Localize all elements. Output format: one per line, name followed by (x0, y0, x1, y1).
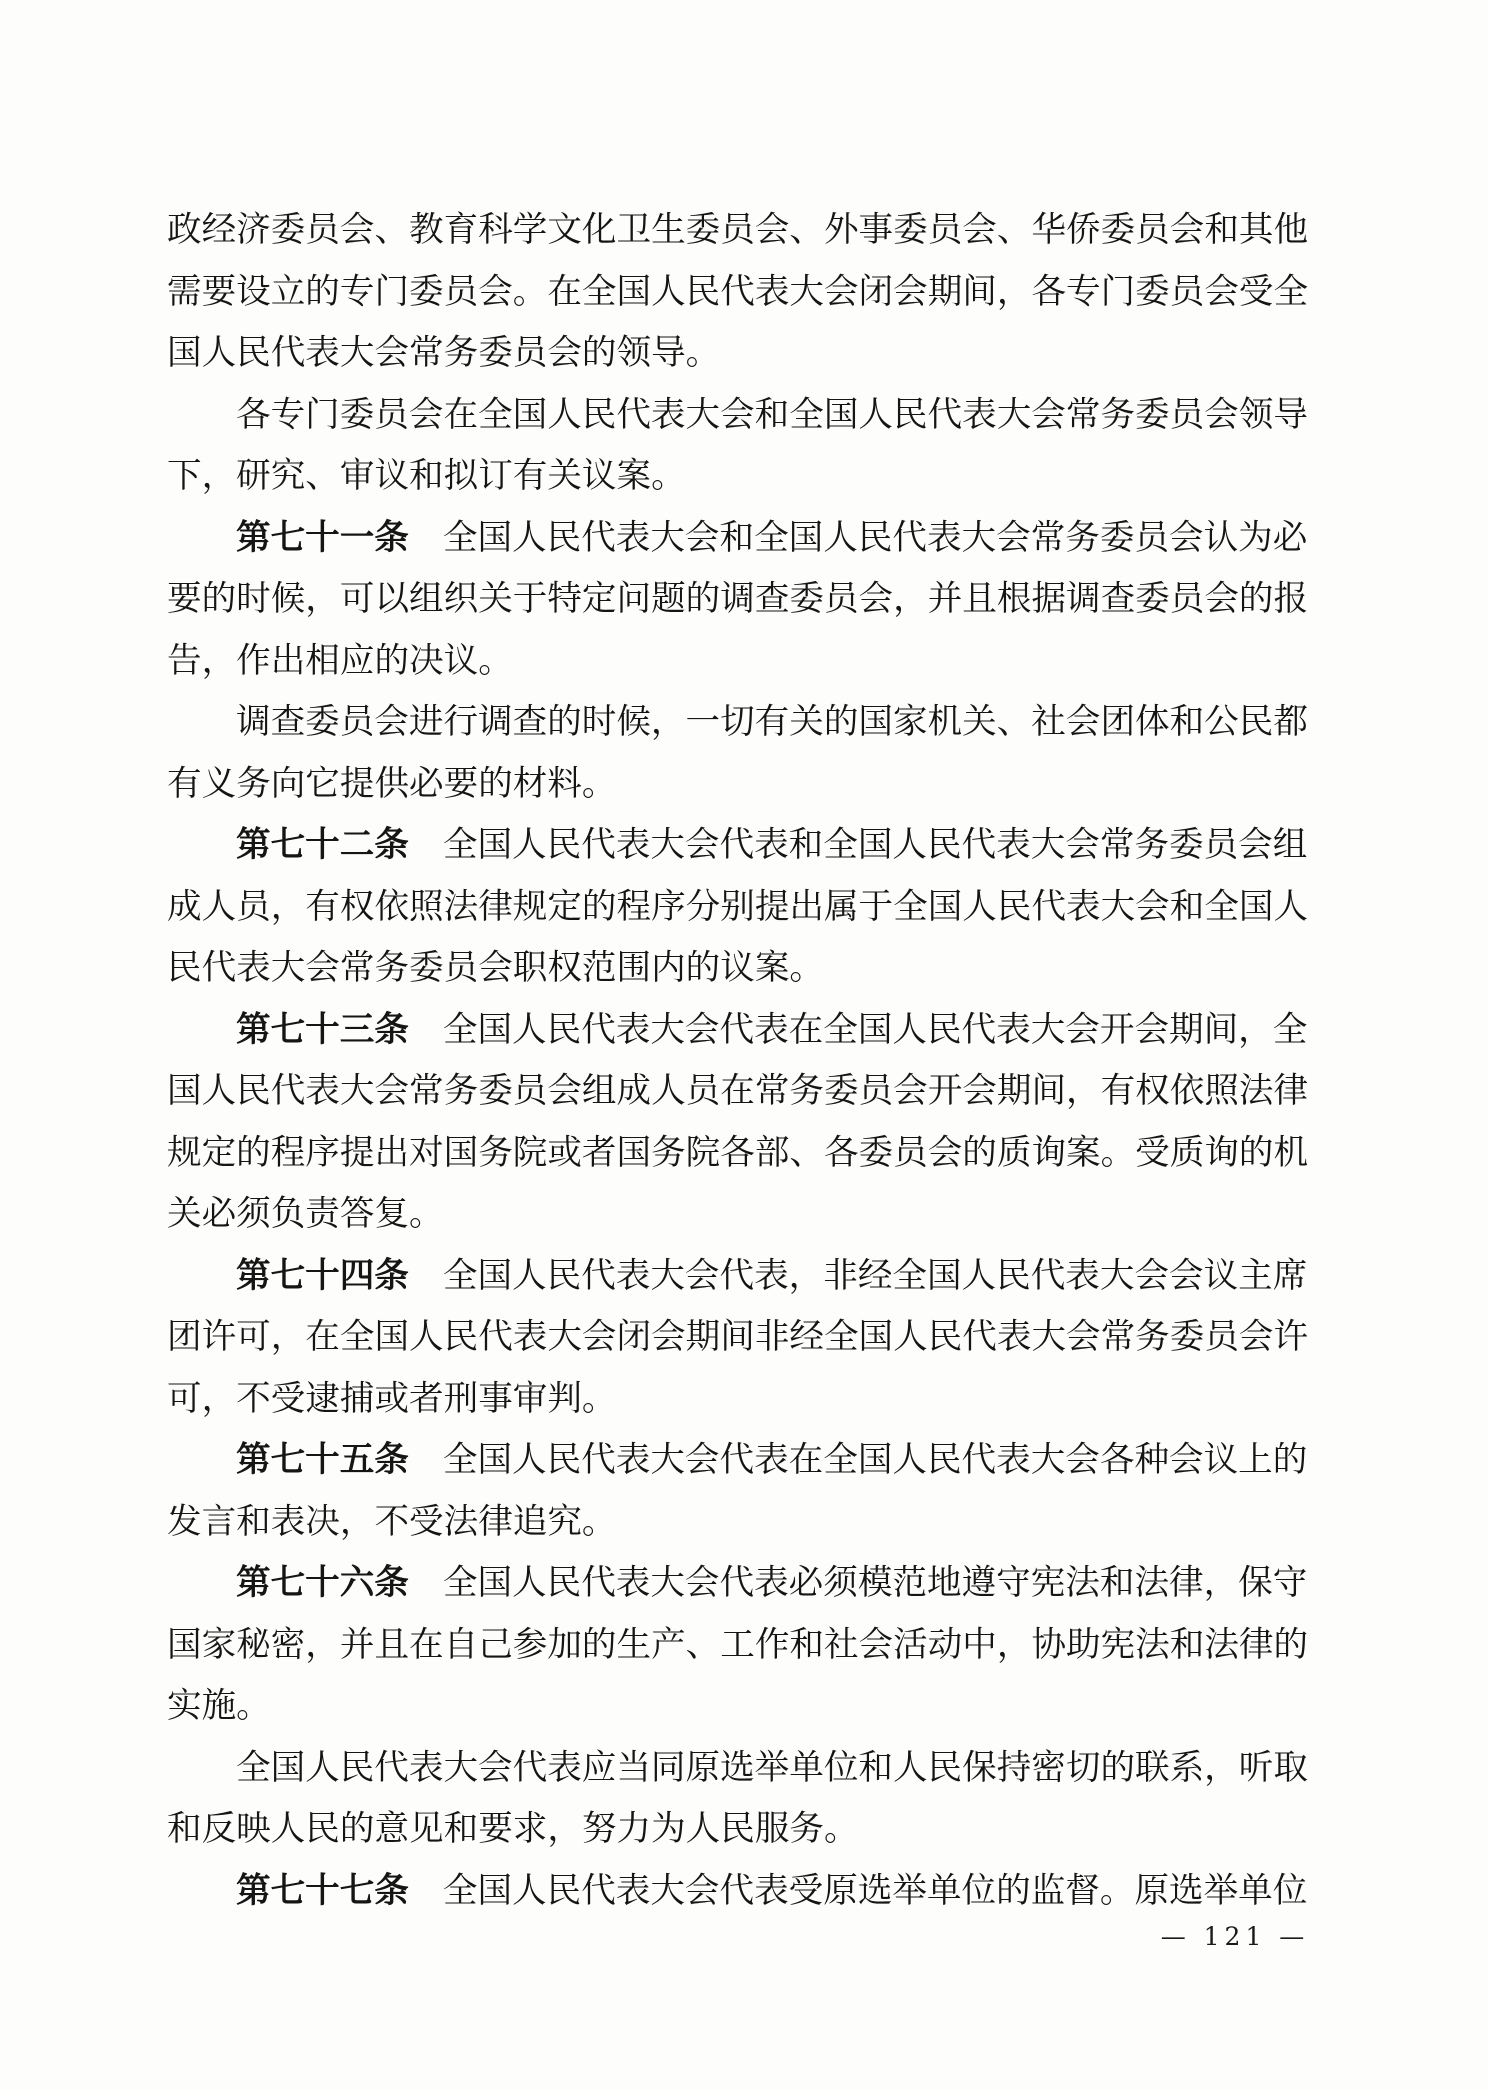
text-line: 需要设立的专门委员会。在全国人民代表大会闭会期间，各专门委员会受全 (167, 271, 1309, 312)
article-number: 第七十一条 (236, 517, 409, 558)
text-line: 国人民代表大会常务委员会的领导。 (167, 333, 721, 373)
text-line: 可，不受逮捕或者刑事审判。 (167, 1378, 617, 1419)
article-number: 第七十二条 (236, 825, 409, 865)
text-line: 团许可，在全国人民代表大会闭会期间非经全国人民代表大会常务委员会许 (167, 1317, 1309, 1357)
article-number: 第七十七条 (236, 1870, 409, 1911)
article-number: 第七十六条 (236, 1563, 409, 1603)
text-line: 告，作出相应的决议。 (167, 640, 513, 681)
text-line: 关必须负责答复。 (167, 1194, 444, 1234)
text-line-article-76 (167, 1553, 1327, 1615)
text-line: 发言和表决，不受法律追究。 (167, 1501, 617, 1542)
line-text: 全国人民代表大会代表在全国人民代表大会开会期间，全 (442, 1009, 1308, 1050)
text-line: 民代表大会常务委员会职权范围内的议案。 (167, 948, 824, 988)
page-number: — 121 — (1160, 1922, 1310, 1951)
line-text: 全国人民代表大会代表，非经全国人民代表大会会议主席 (442, 1255, 1308, 1296)
line-text: 全国人民代表大会和全国人民代表大会常务委员会认为必 (442, 517, 1308, 558)
text-line: 要的时候，可以组织关于特定问题的调查委员会，并且根据调查委员会的报 (167, 579, 1309, 619)
text-line: 调查委员会进行调查的时候，一切有关的国家机关、社会团体和公民都 (236, 702, 1308, 742)
text-line: 全国人民代表大会代表应当同原选举单位和人民保持密切的联系，听取 (236, 1747, 1308, 1788)
text-line: 国人民代表大会常务委员会组成人员在常务委员会开会期间，有权依照法律 (167, 1071, 1309, 1111)
text-line-article-75 (167, 1430, 1327, 1492)
text-line: 下，研究、审议和拟订有关议案。 (167, 456, 686, 496)
text-line: 成人员，有权依照法律规定的程序分别提出属于全国人民代表大会和全国人 (167, 886, 1309, 927)
text-line: 有义务向它提供必要的材料。 (167, 763, 617, 804)
text-line-article-73 (167, 1000, 1327, 1062)
line-text: 全国人民代表大会代表和全国人民代表大会常务委员会组 (442, 825, 1308, 865)
text-line: 实施。 (167, 1686, 271, 1726)
text-line: 政经济委员会、教育科学文化卫生委员会、外事委员会、华侨委员会和其他 (167, 210, 1309, 250)
text-line-article-72 (167, 815, 1327, 877)
article-number: 第七十四条 (236, 1255, 409, 1296)
text-block (167, 200, 1327, 1922)
text-line: 国家秘密，并且在自己参加的生产、工作和社会活动中，协助宪法和法律的 (167, 1624, 1309, 1665)
text-line-article-74 (167, 1246, 1327, 1308)
line-text: 全国人民代表大会代表受原选举单位的监督。原选举单位 (442, 1870, 1308, 1911)
article-number: 第七十五条 (236, 1440, 409, 1480)
text-line: 各专门委员会在全国人民代表大会和全国人民代表大会常务委员会领导 (236, 394, 1308, 435)
line-text: 全国人民代表大会代表在全国人民代表大会各种会议上的 (442, 1440, 1308, 1480)
text-line-article-71 (167, 508, 1327, 570)
article-number: 第七十三条 (236, 1009, 409, 1050)
line-text: 全国人民代表大会代表必须模范地遵守宪法和法律，保守 (442, 1563, 1308, 1603)
text-line: 和反映人民的意见和要求，努力为人民服务。 (167, 1809, 859, 1849)
text-line: 规定的程序提出对国务院或者国务院各部、各委员会的质询案。受质询的机 (167, 1132, 1309, 1173)
text-line-article-77 (167, 1861, 1327, 1923)
